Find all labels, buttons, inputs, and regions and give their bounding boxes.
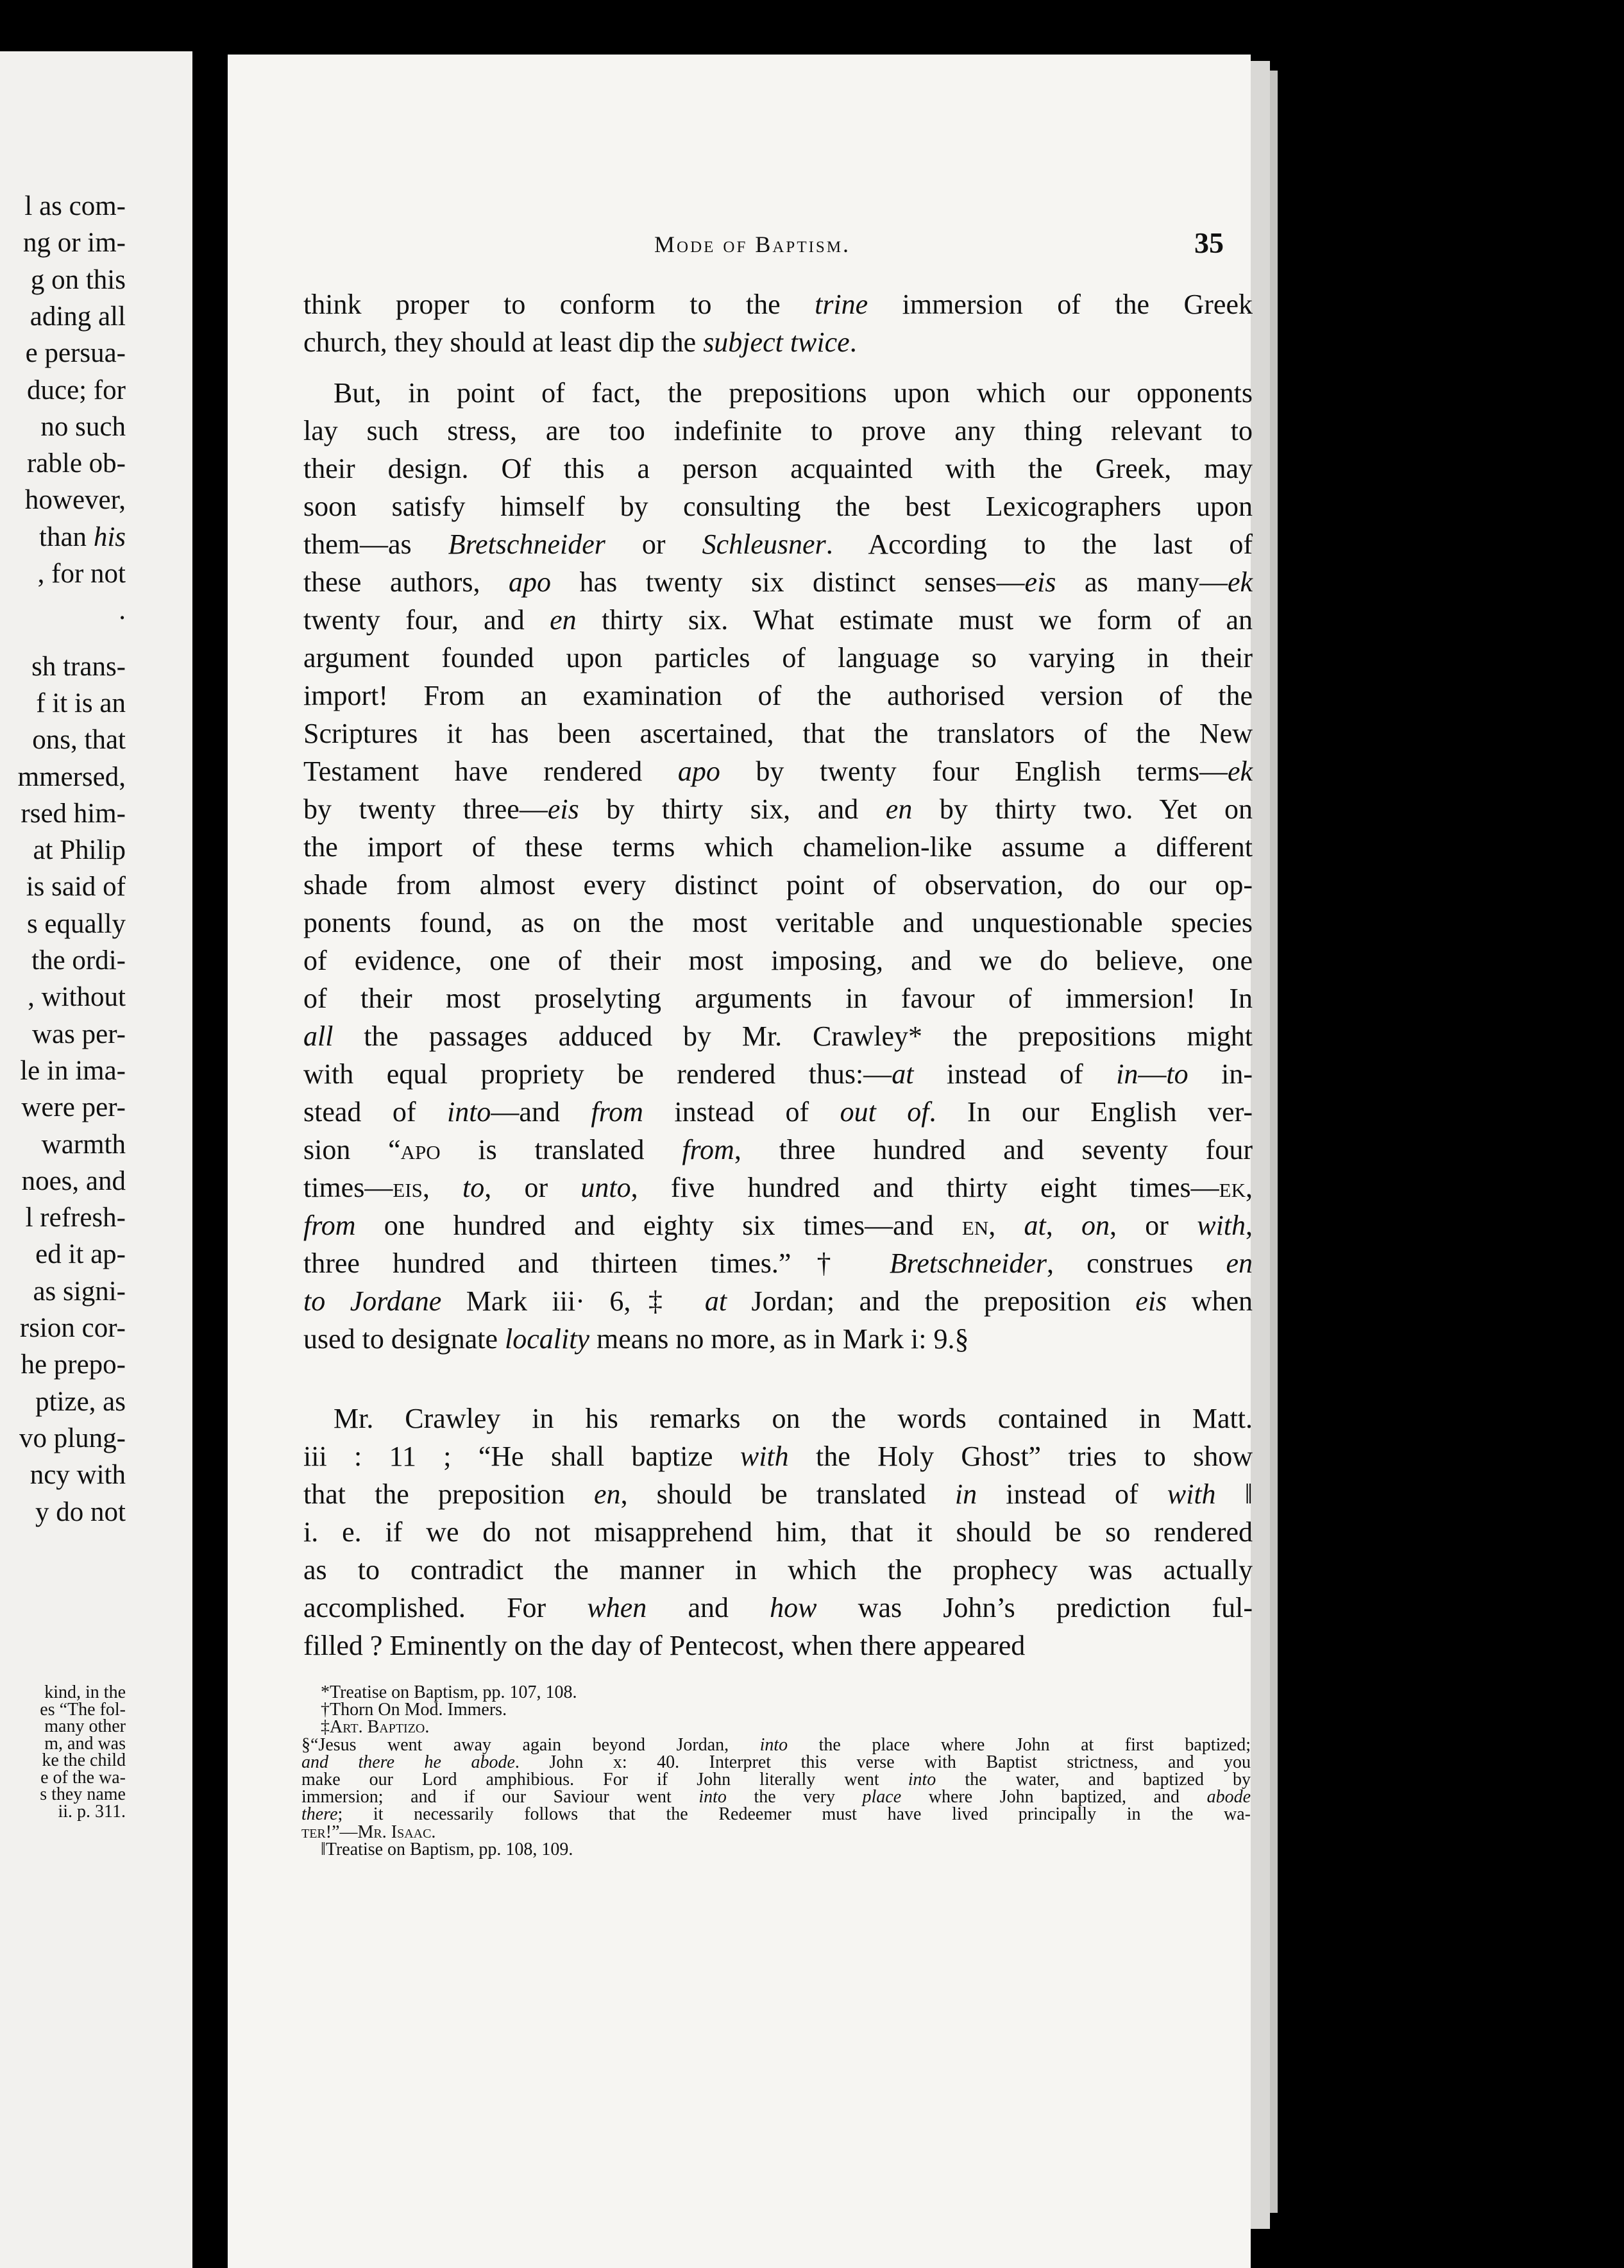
text-run: make our Lord amphibious. For if John literally went <box>301 1770 908 1790</box>
text-run: where John baptized, and <box>901 1787 1207 1807</box>
page-number: 35 <box>1194 226 1224 259</box>
left-page-line: rsed him- <box>21 798 126 829</box>
italic-run: to <box>462 1172 485 1203</box>
italic-run: with <box>1167 1478 1216 1510</box>
left-page-line: sh trans- <box>31 651 126 682</box>
small-caps-run: eis <box>393 1172 423 1203</box>
text-run: the very <box>726 1787 863 1807</box>
italic-run: at <box>1024 1210 1046 1241</box>
text-run: the place where John at first baptized; <box>788 1734 1251 1755</box>
left-page-line: were per- <box>21 1092 126 1123</box>
left-page-line: ptize, as <box>35 1386 126 1417</box>
text-run: as many— <box>1056 566 1228 598</box>
body-line <box>303 1098 1253 1126</box>
italic-run: all <box>303 1020 334 1052</box>
text-run: immersion; and if our Saviour went <box>301 1787 699 1807</box>
left-page-footnote-line: many other <box>44 1716 126 1736</box>
left-page-fragment <box>0 51 192 2268</box>
text-run: ponents found, as on the most veritable and unquestionable species <box>303 907 1253 938</box>
body-line <box>334 1405 1253 1433</box>
body-line <box>303 1249 1253 1278</box>
text-run: , <box>422 1172 463 1203</box>
text-run: argument founded upon particles of language so varying in their <box>303 642 1253 673</box>
text-run: and <box>647 1592 770 1623</box>
body-line <box>303 1022 1253 1051</box>
footnote-line <box>301 1754 1251 1772</box>
text-run: by thirty six, and <box>579 793 886 825</box>
italic-run: place <box>862 1787 902 1807</box>
text-run: . According to the last of <box>825 529 1253 560</box>
body-line <box>303 1443 1253 1471</box>
italic-run: unto <box>580 1172 631 1203</box>
italic-run: trine <box>815 289 868 320</box>
text-run: that the preposition <box>303 1478 595 1510</box>
italic-run: to Jordane <box>303 1285 442 1317</box>
text-run: them—as <box>303 529 448 560</box>
book-gutter <box>192 0 228 2268</box>
left-page-line: , without <box>28 982 126 1013</box>
italic-run: ek <box>1227 566 1253 598</box>
text-run: shade from almost every distinct point of observation, do our op- <box>303 869 1253 901</box>
text-run: sion “ <box>303 1134 401 1165</box>
text-run: of evidence, one of their most imposing, and we do believe, one <box>303 945 1253 976</box>
text-run: the Holy Ghost” tries to show <box>788 1441 1253 1472</box>
text-run: , <box>988 1210 1024 1241</box>
footnote-line <box>321 1701 1251 1719</box>
italic-run: Bretschneider <box>889 1248 1047 1279</box>
left-page-line: as signi- <box>33 1276 126 1307</box>
italic-run: with <box>1197 1210 1246 1241</box>
text-run: lay such stress, are too indefinite to prove any thing relevant to <box>303 415 1253 446</box>
left-page-line: no such <box>40 411 126 442</box>
left-page-line: duce; for <box>26 375 126 405</box>
body-line <box>303 493 1253 521</box>
left-page-footnote-line: e of the wa- <box>40 1767 126 1788</box>
small-caps-run: apo <box>400 1134 441 1165</box>
text-run: , five hundred and thirty eight times— <box>630 1172 1219 1203</box>
left-page-line: f it is an <box>36 688 126 718</box>
left-page-line: rsion cor- <box>19 1313 126 1343</box>
text-run: instead of <box>643 1096 840 1128</box>
text-run: one hundred and eighty six times—and <box>355 1210 962 1241</box>
text-run: Mr. Crawley in his remarks on the words contained in Matt. <box>334 1403 1253 1434</box>
text-run: i. e. if we do not misapprehend him, that it should be so rendered <box>303 1516 1253 1548</box>
text-run: import! From an examination of the authorised version of the <box>303 680 1253 711</box>
italic-run: how <box>770 1592 817 1623</box>
footnote-line <box>301 1736 1251 1754</box>
body-line <box>303 757 1253 786</box>
text-run: immersion of the Greek <box>868 289 1253 320</box>
body-line <box>303 985 1253 1013</box>
text-run: the water, and baptized by <box>936 1770 1251 1790</box>
left-page-line: ons, that <box>32 725 126 756</box>
text-run: the passages adduced by Mr. Crawley* the prepositions might <box>333 1020 1253 1052</box>
body-line <box>303 947 1253 975</box>
italic-run: Bretschneider <box>448 529 605 560</box>
text-run: when <box>1167 1285 1253 1317</box>
body-line <box>303 1136 1253 1164</box>
text-run: these authors, <box>303 566 509 598</box>
text-run: in- <box>1188 1058 1253 1090</box>
text-run: , or <box>484 1172 581 1203</box>
text-run: think proper to conform to the <box>303 289 815 320</box>
italic-run: to <box>1166 1058 1188 1090</box>
left-page-footnote-line: ke the child <box>42 1750 126 1770</box>
text-run: , <box>1045 1210 1081 1241</box>
body-line <box>303 568 1253 597</box>
italic-run: apo <box>677 756 720 787</box>
italic-run: apo <box>509 566 552 598</box>
text-run: §“Jesus went away again beyond Jordan, <box>301 1734 760 1755</box>
body-line <box>303 606 1253 634</box>
text-run: with equal propriety be rendered thus:— <box>303 1058 892 1090</box>
text-run: as to contradict the manner in which the prophecy was actually <box>303 1554 1253 1586</box>
italic-run: en <box>594 1478 621 1510</box>
text-run: times— <box>303 1172 393 1203</box>
text-run: Scriptures it has been ascertained, that the translators of the New <box>303 718 1253 749</box>
text-run: †Thorn On Mod. Immers. <box>321 1700 507 1720</box>
body-line <box>303 455 1253 483</box>
text-run: Mark iii· 6,‡ <box>441 1285 705 1317</box>
left-page-line: he prepo- <box>21 1350 126 1380</box>
body-line <box>303 417 1253 445</box>
text-run: , <box>1246 1172 1253 1203</box>
left-page-line: the ordi- <box>31 945 126 976</box>
body-line <box>303 1518 1253 1546</box>
italic-run: into <box>698 1787 727 1807</box>
text-run: — <box>1138 1058 1167 1090</box>
footnote-line <box>321 1684 1251 1702</box>
left-page-line: ng or im- <box>22 228 126 258</box>
left-page-line: l refresh- <box>25 1203 126 1233</box>
left-page-line: noes, and <box>21 1165 126 1196</box>
text-run: stead of <box>303 1096 447 1128</box>
text-run: , should be translated <box>620 1478 955 1510</box>
text-run: ‖Treatise on Baptism, pp. 108, 109. <box>321 1839 573 1859</box>
text-run: by twenty three— <box>303 793 548 825</box>
footnote-line <box>301 1788 1251 1806</box>
body-line <box>303 1594 1253 1622</box>
text-run: or <box>605 529 702 560</box>
text-run: , <box>1246 1210 1253 1241</box>
text-run: *Treatise on Baptism, pp. 107, 108. <box>321 1682 577 1702</box>
italic-run: when <box>587 1592 647 1623</box>
footnote-line <box>321 1718 1251 1736</box>
italic-run: eis <box>1135 1285 1167 1317</box>
italic-run: into <box>446 1096 491 1128</box>
text-run: by thirty two. Yet on <box>912 793 1253 825</box>
body-line <box>303 1060 1253 1088</box>
left-page-line: y do not <box>35 1496 126 1527</box>
small-caps-run: en <box>961 1210 989 1241</box>
text-run: , construes <box>1047 1248 1226 1279</box>
text-run: ter!”—Mr. Isaac. <box>301 1822 436 1842</box>
body-line <box>303 328 1253 357</box>
text-run: their design. Of this a person acquainted with the Greek, may <box>303 453 1253 484</box>
left-page-line: than his <box>39 521 126 552</box>
left-page-line: vo plung- <box>19 1423 126 1453</box>
text-run: accomplished. For <box>303 1592 588 1623</box>
text-run: But, in point of fact, the prepositions upon which our opponents <box>334 377 1253 409</box>
italic-run: en <box>550 604 577 636</box>
footnote-line <box>301 1806 1251 1824</box>
left-page-line: . <box>119 595 126 626</box>
left-page-footnote-line: m, and was <box>44 1733 126 1754</box>
text-run: soon satisfy himself by consulting the best Lexicographers upon <box>303 491 1253 522</box>
left-page-footnote-line: kind, in the <box>44 1682 126 1702</box>
italic-run: and there he abode <box>301 1752 515 1772</box>
text-run: was John’s prediction ful- <box>816 1592 1253 1623</box>
text-run: ; it necessarily follows that the Redeemer must have lived principally in the wa- <box>337 1804 1251 1825</box>
left-page-footnote-line: s they name <box>40 1784 126 1804</box>
small-caps-run: ek <box>1219 1172 1246 1203</box>
body-line <box>303 795 1253 824</box>
text-run: of their most proselyting arguments in favour of immersion! In <box>303 983 1253 1014</box>
text-run: instead of <box>977 1478 1167 1510</box>
italic-run: locality <box>505 1323 590 1355</box>
body-line <box>303 530 1253 559</box>
body-line <box>303 909 1253 937</box>
text-run: filled ? Eminently on the day of Pentecost, when there appeared <box>303 1630 1026 1661</box>
text-run: Jordan; and the preposition <box>727 1285 1136 1317</box>
italic-run: there <box>301 1804 338 1825</box>
text-run: —and <box>491 1096 591 1128</box>
text-run: ‡Art. Baptizo. <box>321 1717 430 1738</box>
text-run: iii : 11 ; “He shall baptize <box>303 1441 740 1472</box>
italic-run: en <box>885 793 913 825</box>
text-run: has twenty six distinct senses— <box>551 566 1025 598</box>
italic-run: from <box>591 1096 643 1128</box>
italic-run: in <box>1116 1058 1138 1090</box>
italic-run: ek <box>1227 756 1253 787</box>
left-page-footnote-line: ii. p. 311. <box>58 1801 126 1822</box>
left-page-line: ncy with <box>30 1460 126 1491</box>
italic-run: from <box>682 1134 734 1165</box>
left-page-line: mmersed, <box>17 761 126 792</box>
text-run: ‖ <box>1215 1478 1253 1510</box>
italic-run: out of <box>840 1096 929 1128</box>
footnote-line <box>301 1824 1251 1841</box>
italic-run: en <box>1226 1248 1253 1279</box>
left-page-line: e persua- <box>25 338 126 369</box>
body-line <box>303 871 1253 899</box>
italic-run: from <box>303 1210 356 1241</box>
page-edge <box>1251 61 1270 2229</box>
body-line <box>303 1480 1253 1509</box>
left-page-line: s equally <box>26 908 126 939</box>
left-page-line: warmth <box>41 1129 126 1160</box>
text-run: twenty four, and <box>303 604 550 636</box>
italic-run: eis <box>1024 566 1056 598</box>
italic-run: on <box>1081 1210 1110 1241</box>
text-run: thirty six. What estimate must we form of an <box>576 604 1253 636</box>
left-page-line: is said of <box>26 872 126 902</box>
body-line <box>303 833 1253 861</box>
italic-run: into <box>908 1770 936 1790</box>
text-run: church, they should at least dip the <box>303 326 704 358</box>
body-line <box>303 1325 1253 1353</box>
text-run: . John x: 40. Interpret this verse with Baptist strictness, and you <box>514 1752 1251 1772</box>
running-head: Mode of Baptism. <box>654 232 851 257</box>
body-line <box>303 1556 1253 1584</box>
left-page-line: was per- <box>32 1019 126 1049</box>
italic-run: into <box>759 1734 788 1755</box>
text-run: . In our English ver- <box>929 1096 1253 1128</box>
text-run: , three hundred and seventy four <box>734 1134 1253 1165</box>
italic-run: Schleusner <box>702 529 826 560</box>
body-line <box>303 1632 1253 1660</box>
left-page-line: rable ob- <box>26 448 126 479</box>
italic-run: at <box>704 1285 727 1317</box>
left-page-line: le in ima- <box>20 1055 126 1086</box>
text-run: , or <box>1110 1210 1197 1241</box>
left-page-line: g on this <box>30 264 126 295</box>
body-line <box>303 644 1253 672</box>
italic-run: at <box>892 1058 914 1090</box>
page-edge-shadow <box>1270 71 1278 2213</box>
left-page-line: , for not <box>37 559 126 589</box>
italic-run: eis <box>547 793 579 825</box>
text-run: three hundred and thirteen times.”† <box>303 1248 890 1279</box>
italic-run: abode <box>1206 1787 1251 1807</box>
left-page-line: ed it ap- <box>35 1239 126 1270</box>
footnote-line <box>321 1841 1251 1859</box>
footnote-line <box>301 1771 1251 1789</box>
body-line <box>303 1287 1253 1316</box>
left-page-line: however, <box>24 485 126 516</box>
italic-run: with <box>740 1441 789 1472</box>
text-run: is translated <box>440 1134 682 1165</box>
text-run: . <box>849 326 857 358</box>
italic-run: subject twice <box>703 326 850 358</box>
text-run: means no more, as in Mark i: 9.§ <box>589 1323 969 1355</box>
left-page-line: at Philip <box>33 835 126 866</box>
body-line <box>303 1212 1253 1240</box>
left-page-footnote-line: es “The fol- <box>40 1699 126 1720</box>
text-run: the import of these terms which chamelion-like assume a different <box>303 831 1253 863</box>
body-line <box>303 720 1253 748</box>
body-line <box>303 291 1253 319</box>
left-page-line: ading all <box>30 301 126 332</box>
body-line <box>303 1174 1253 1202</box>
text-run: by twenty four English terms— <box>720 756 1228 787</box>
italic-run: in <box>954 1478 977 1510</box>
body-line <box>303 682 1253 710</box>
body-line <box>334 379 1253 407</box>
text-run: instead of <box>913 1058 1117 1090</box>
text-run: used to designate <box>303 1323 505 1355</box>
left-page-line: l as com- <box>24 191 126 221</box>
text-run: Testament have rendered <box>303 756 678 787</box>
